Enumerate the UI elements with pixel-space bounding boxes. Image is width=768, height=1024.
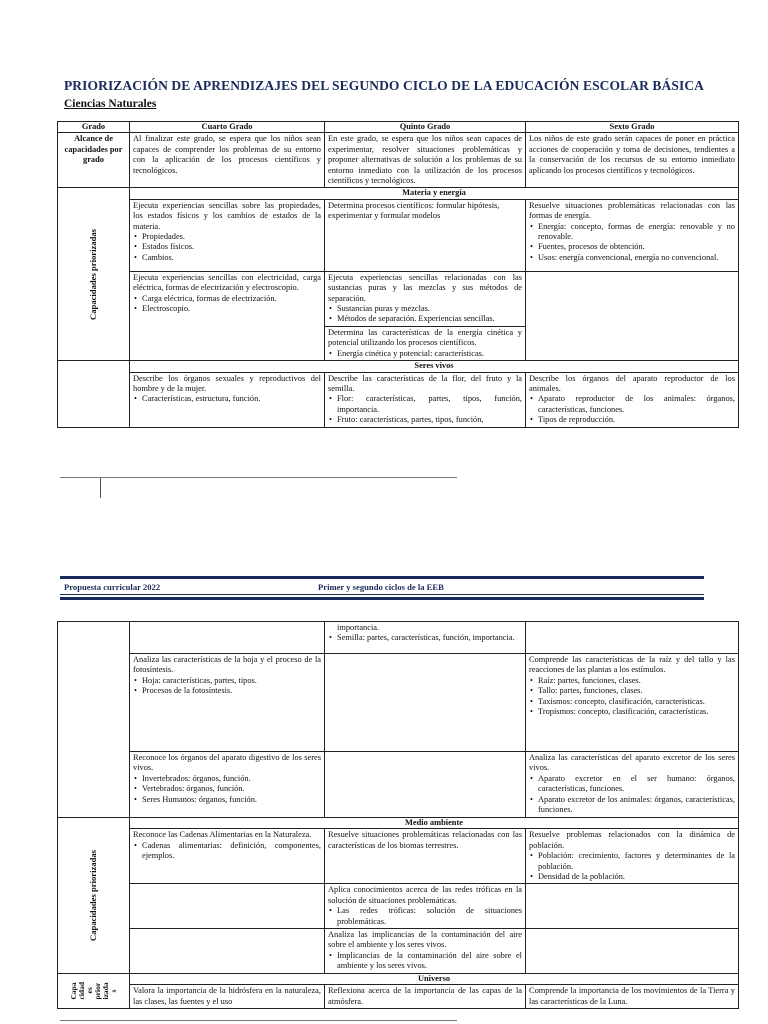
header-sexto: Sexto Grado [526,122,739,133]
r2-cuarto: Analiza las características de la hoja y el proceso de la fotosíntesis. • Hoja: características, partes, tipos. • Procesos de la fotosíntesis. [130,654,325,752]
universo-side-label: Capa cidad es prior izada s [58,973,130,1008]
u-sexto: Comprende la importancia de los movimientos de la Tierra y las características de la Luna. [526,985,739,1009]
seres-cuarto: Describe los órganos sexuales y reproductivos del hombre y de la mujer. • Características, estructura, función. [130,372,325,427]
r1-sexto [526,622,739,654]
ma3-cuarto [130,929,325,974]
capacidades-side-label-2: Capacidades priorizadas [58,818,130,974]
materia-r1-cuarto: Ejecuta experiencias sencillas sobre las propiedades, los estados físicos y los cambios de estados de la materia. • Propiedades. • Estados físicos. • Cambios. [130,199,325,271]
materia-r3-quinto: Determina las características de la energía cinética y potencial utilizando los procesos científicos. • Energía cinética y potencial: características. [325,326,526,360]
header-quinto: Quinto Grado [325,122,526,133]
priorities-table-1 [57,121,739,428]
priorities-table-2 [57,621,739,1009]
header-propuesta: Propuesta curricular 2022 [64,582,161,592]
alcance-label: Alcance de capacidades por grado [58,133,130,188]
r3-cuarto: Reconoce los órganos del aparato digestivo de los seres vivos. • Invertebrados: órganos, función. • Vertebrados: órganos, función. • Seres Humanos: órganos, función. [130,752,325,818]
alcance-quinto: En este grado, se espera que los niños sean capaces de experimentar, resolver situaciones problemáticas y proponer alternativas de solución a los problemas de su entorno inmediato con la utilización de los procesos científicos y tecnológicos. [325,133,526,188]
ma-sexto: Resuelve problemas relacionados con la dinámica de población. • Población: crecimiento, factores y determinantes de la población. • Densidad de la población. [526,829,739,884]
header-bar-thin [60,594,704,595]
ma3-quinto: Analiza las implicancias de la contaminación del aire sobre el ambiente y los seres vivos. • Implicancias de la contaminación del aire sobre el ambiente y los seres vivos. [325,929,526,974]
r2-quinto [325,654,526,752]
side-empty-1 [58,622,130,818]
r1-cuarto [130,622,325,654]
bottom-rule [60,1020,457,1021]
footer-rule [60,477,457,478]
ma3-sexto [526,929,739,974]
section-materia-energia: Materia y energía [130,188,739,199]
table-header-row [58,122,739,133]
section-seres-vivos: Seres vivos [130,361,739,372]
header-bar-bottom [60,597,704,600]
seres-side-empty [58,361,130,427]
materia-r2-cuarto: Ejecuta experiencias sencillas con electricidad, carga eléctrica, formas de electrización y electroscopio. • Carga eléctrica, formas de electrización. • Electroscopio. [130,271,325,360]
ma-quinto: Resuelve situaciones problemáticas relacionadas con las características de los biomas terrestres. [325,829,526,884]
page-title: PRIORIZACIÓN DE APRENDIZAJES DEL SEGUNDO CICLO DE LA EDUCACIÓN ESCOLAR BÁSICA [63,78,705,93]
ma2-quinto: Aplica conocimientos acerca de las redes tróficas en la solución de situaciones problemáticas. • Las redes tróficas: solución de situaciones problemáticas. [325,884,526,929]
ma2-sexto [526,884,739,929]
r3-quinto [325,752,526,818]
header-bar-top [60,576,704,579]
seres-quinto: Describe las características de la flor, del fruto y la semilla. • Flor: características, partes, tipos, función, importancia. • Fruto: características, partes, tipos, función, [325,372,526,427]
alcance-row [58,133,739,188]
seres-sexto: Describe los órganos del aparato reproductor de los animales. • Aparato reproductor de los animales: órganos, características, funciones. • Tipos de reproducción. [526,372,739,427]
alcance-sexto: Los niños de este grado serán capaces de poner en práctica acciones de cooperación y toma de decisiones, tendientes a la conservación de los recursos de su entorno inmediato aplicando los procesos científicos y tecnológicos. [526,133,739,188]
footer-tick [100,478,101,498]
subject-heading: Ciencias Naturales [64,98,157,110]
section-universo: Universo [130,973,739,984]
materia-r1-quinto: Determina procesos científicos: formular hipótesis, experimentar y formular modelos [325,199,526,271]
r3-sexto: Analiza las características del aparato excretor de los seres vivos. • Aparato excretor en el ser humano: órganos, características, funciones. • Aparato excretor de los animales: órganos, características, funciones. [526,752,739,818]
materia-r1-sexto: Resuelve situaciones problemáticas relacionadas con las formas de energía. • Energía: concepto, formas de energía: renovable y no renovable. • Fuentes, procesos de obtención. • Usos: energía convencional, energía no convencional. [526,199,739,271]
u-cuarto: Valora la importancia de la hidrósfera en la naturaleza, las clases, las fuentes y el uso [130,985,325,1009]
r1-quinto: importancia. • Semilla: partes, características, función, importancia. [325,622,526,654]
ma-cuarto: Reconoce las Cadenas Alimentarias en la Naturaleza. • Cadenas alimentarias: definición, componentes, ejemplos. [130,829,325,884]
alcance-cuarto: Al finalizar este grado, se espera que los niños sean capaces de comprender los problemas de su entorno con la aplicación de los procesos científicos y tecnológicos. [130,133,325,188]
header-cuarto: Cuarto Grado [130,122,325,133]
materia-r2-sexto [526,271,739,360]
section-medio-ambiente: Medio ambiente [130,818,739,829]
ma2-cuarto [130,884,325,929]
u-quinto: Reflexiona acerca de la importancia de las capas de la atmósfera. [325,985,526,1009]
header-grado: Grado [58,122,130,133]
capacidades-side-label: Capacidades priorizadas [58,188,130,361]
header-ciclos: Primer y segundo ciclos de la EEB [318,582,444,592]
materia-r2-quinto: Ejecuta experiencias sencillas relacionadas con las sustancias puras y las mezclas y sus métodos de separación. • Sustancias puras y mezclas. • Métodos de separación. Experiencias sencillas. [325,271,526,326]
r2-sexto: Comprende las características de la raíz y del tallo y las reacciones de las plantas a los estímulos. • Raíz: partes, funciones, clases. • Tallo: partes, funciones, clases. • Taxismos: concepto, clasificación, características. • Tropismos: concepto, clasificación, características. [526,654,739,752]
